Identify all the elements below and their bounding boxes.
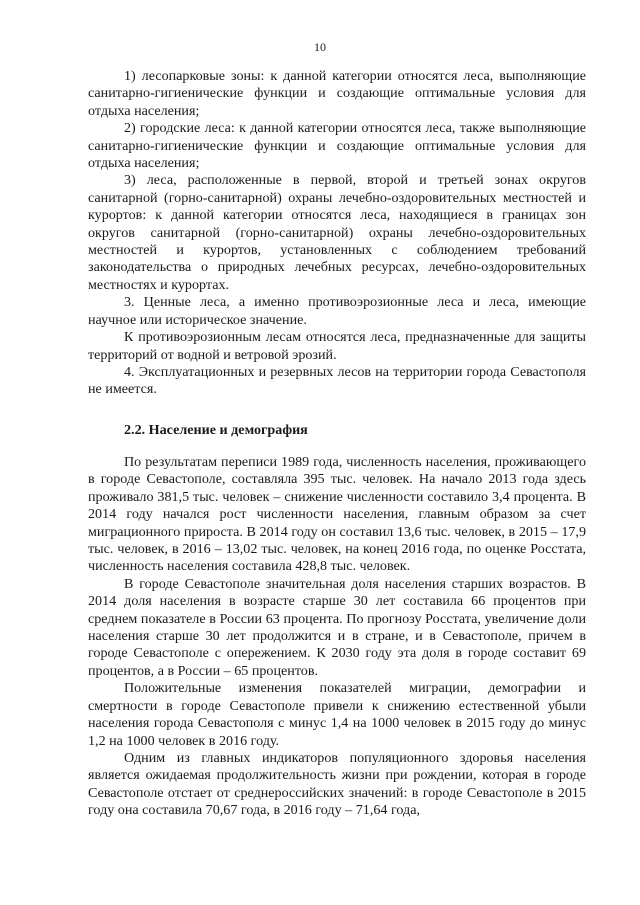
paragraph-operational-forests: 4. Эксплуатационных и резервных лесов на территории города Севастополя не имеется. [88, 363, 586, 398]
list-item-recreation-zones: 1) лесопарковые зоны: к данной категории относятся леса, выполняющие санитарно-гигиенические функции и создающие оптимальные условия для отдыха населения; [88, 68, 586, 119]
paragraph-anti-erosion-forests: К противоэрозионным лесам относятся леса, предназначенные для защиты территорий от водной и ветровой эрозий. [88, 329, 586, 363]
paragraph-life-expectancy: Одним из главных индикаторов популяционного здоровья населения является ожидаемая продолжительность жизни при рождении, которая в городе Севастополе отстает от среднероссийских значений: в городе Севастополе в 2015 году она составила 70,67 года, в 2016 году – 71,64 года, [88, 749, 586, 819]
section-heading: 2.2. Население и демография [124, 422, 308, 438]
paragraph-census: По результатам переписи 1989 года, численность населения, проживающего в городе Севастополе, составляла 395 тыс. человек. На начало 2013 года здесь проживало 381,5 тыс. человек – снижение численности составило 3,4 процента. В 2014 году начался рост численности населения, главным образом за счет миграционного прироста. В 2014 году он составил 13,6 тыс. человек, в 2015 – 17,9 тыс. человек, в 2016 – 13,02 тыс. человек, на конец 2016 года, по оценке Росстата, численность населения составила 428,8 тыс. человек. [88, 454, 586, 575]
list-item-urban-forests: 2) городские леса: к данной категории относятся леса, также выполняющие санитарно-гигиенические функции и создающие оптимальные условия для отдыха населения; [88, 120, 586, 172]
forest-categories-block [88, 68, 586, 399]
population-section-body [88, 454, 586, 820]
paragraph-valuable-forests: 3. Ценные леса, а именно противоэрозионные леса и леса, имеющие научное или историческое значение. [88, 294, 586, 328]
paragraph-natural-decline: Положительные изменения показателей миграции, демографии и смертности в городе Севастополе привели к снижению естественной убыли населения города Севастополя с минус 1,4 на 1000 человек в 2015 году до минус 1,2 на 1000 человек в 2016 году. [88, 680, 586, 749]
list-item-sanitary-zone-forests: 3) леса, расположенные в первой, второй и третьей зонах округов санитарной (горно-санитарной) охраны лечебно-оздоровительных местностей и курортов: к данной категории относятся леса, находящиеся в границах зон округов санитарной (горно-санитарной) охраны лечебно-оздоровительных местностей и курортов, установленных с соблюдением требований законодательства о природных лечебных ресурсах, лечебно-оздоровительных местностях и курортах. [88, 172, 586, 293]
page-number: 10 [314, 40, 326, 54]
paragraph-age-structure: В городе Севастополе значительная доля населения старших возрастов. В 2014 доля населения в возрасте старше 30 лет составила 66 процентов при среднем показателе в России 63 процента. По прогнозу Росстата, увеличение доли населения старше 30 лет продолжится и в стране, и в Севастополе, причем в городе Севастополе с опережением. К 2030 году эта доля в городе составит 69 процентов, а в России – 65 процентов. [88, 575, 586, 679]
